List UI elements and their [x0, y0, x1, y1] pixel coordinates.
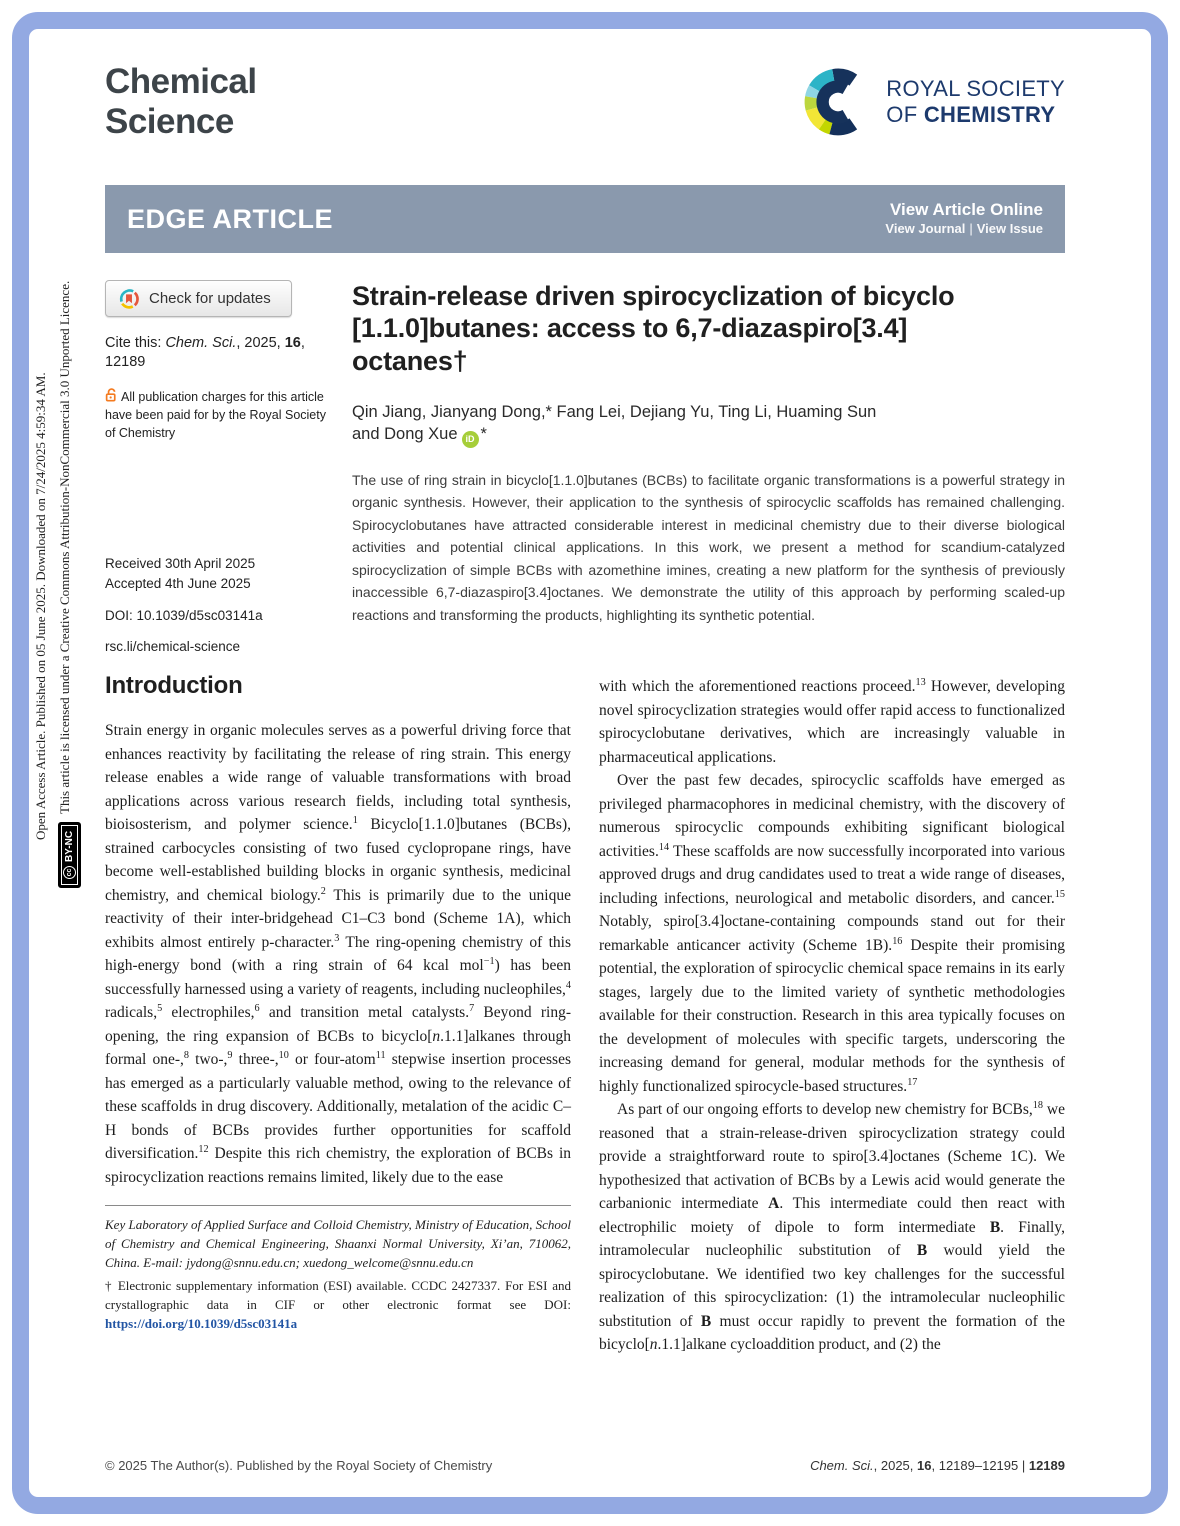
meta-column — [105, 280, 352, 654]
received-accepted-block — [105, 554, 334, 593]
rsc-logo — [802, 66, 1065, 138]
authors-line1: Qin Jiang, Jianyang Dong,* Fang Lei, Dejiang Yu, Ting Li, Huaming Sun — [352, 403, 877, 422]
introduction-heading: Introduction — [105, 672, 243, 699]
rsc-c-icon — [802, 66, 874, 138]
accepted-date: Accepted 4th June 2025 — [105, 575, 251, 591]
corresponding-author-mark: * — [480, 424, 487, 443]
footnote-block — [105, 1205, 571, 1333]
journal-name: Chemical Science — [105, 62, 257, 141]
cc-icon: cc — [63, 866, 76, 879]
page-header — [105, 62, 1065, 141]
cc-by-nc-badge[interactable] — [58, 822, 81, 888]
body-paragraph: Strain energy in organic molecules serves as a powerful driving force that enhances reactivity by facilitating the release of ring strain. This energy release enables a wide range of valuable transformations with broad applications across various research fields, including total synthesis, bioisosterism, and polymer science.$^1$ Bicyclo[1.1.0]butanes (BCBs), strained carbocycles consisting of two fused cyclopropane rings, have become well-established building blocks in organic synthesis, medicinal chemistry, and chemical biology.$^2$ This is primarily due to the unique reactivity of their inter-bridgehead C1–C3 bond (Scheme 1A), which exhibits almost entirely p-character.$^3$ The ring-opening chemistry of this high-energy bond (with a ring strain of 64 kcal mol$^{-1}$) has been successfully harnessed using a variety of reagents, including nucleophiles,$^4$ radicals,$^5$ electrophiles,$^6$ and transition metal catalysts.$^7$ Beyond ring-opening, the ring expansion of BCBs to bicyclo[n.1.1]alkanes through formal one-,$^8$ two-,$^9$ three-,$^{10}$ or four-atom$^{11}$ stepwise insertion processes has emerged as a particularly valuable method, owing to the relevance of these scaffolds in drug discovery. Additionally, metalation of the acidic C–H bonds of BCBs provides further opportunities for scaffold diversification.$^{12}$ Despite this rich chemistry, the exploration of BCBs in spirocyclization reactions remains limited, likely due to the ease — [105, 722, 572, 1186]
cc-badge-label: BY-NC — [64, 830, 75, 862]
article-type-banner — [105, 185, 1065, 253]
received-date: Received 30th April 2025 — [105, 556, 256, 572]
view-issue-link[interactable]: View Issue — [976, 221, 1043, 236]
authors-line — [352, 402, 1065, 448]
body-paragraph: Over the past few decades, spirocyclic scaffolds have emerged as privileged pharmacophores in medicinal chemistry, with the discovery of numerous spirocyclic compounds exhibiting significant biological activities.$^{14}$ These scaffolds are now successfully incorporated into various approved drugs and drug candidates used to treat a wide range of diseases, including infections, neurological and metabolic disorders, and cancer.$^{15}$ Notably, spiro[3.4]octane-containing compounds stand out for their remarkable anticancer activity (Scheme 1B).$^{16}$ Despite their promising potential, the exploration of spirocyclic chemical space remains in its early stages, largely due to the limited variety of synthetic methodologies available for their construction. Research in this area typically focuses on the development of molecules with specific targets, underscoring the increasing demand for general, modular methods for the synthesis of highly functionalized spirocycle-based structures.$^{17}$ — [599, 772, 1065, 1095]
journal-url[interactable]: rsc.li/chemical-science — [105, 639, 241, 655]
rsc-text-line2: OF CHEMISTRY — [886, 102, 1056, 127]
article-title: Strain-release driven spirocyclization of bicyclo [1.1.0]butanes: access to 6,7-diazaspiro[3.4] octanes† — [352, 281, 955, 376]
article-type-label: EDGE ARTICLE — [127, 203, 334, 234]
abstract-text: The use of ring strain in bicyclo[1.1.0]butanes (BCBs) to facilitate organic transformations is a powerful strategy in organic synthesis. However, their application to the synthesis of spirocyclic scaffolds has remained challenging. Spirocyclobutanes have attracted considerable interest in medicinal chemistry due to their diverse biological activities and potential clinical applications. In this work, we present a method for scandium-catalyzed spirocyclization of simple BCBs with azomethine imines, creating a new platform for the synthesis of previously inaccessible 6,7-diazaspiro[3.4]octanes. We demonstrate the utility of this approach by performing scaled-up reactions and transforming the products, highlighting its synthetic potential. — [352, 471, 1065, 623]
rsc-logo-text — [886, 76, 1065, 129]
authors-line2-prefix: and Dong Xue — [352, 424, 458, 443]
rsc-text-line1: ROYAL SOCIETY — [886, 75, 1065, 101]
check-for-updates-button[interactable] — [105, 280, 292, 317]
view-article-online-block — [885, 200, 1043, 238]
sidebar-licence-note: This article is licensed under a Creative Commons Attribution-NonCommercial 3.0 Unported Licence. — [57, 280, 72, 814]
open-access-lock-icon — [105, 387, 118, 404]
article-body — [105, 672, 1065, 1357]
cite-this-line: Cite this: Chem. Sci., 2025, 16, 12189 — [105, 335, 305, 370]
open-access-note-text: All publication charges for this article have been paid for by the Royal Society of Chemistry — [105, 389, 326, 440]
sidebar-open-access-note: Open Access Article. Published on 05 June 2025. Downloaded on 7/24/2025 4:59:34 AM. — [33, 372, 48, 840]
body-paragraph: with which the aforementioned reactions proceed.$^{13}$ However, developing novel spirocyclization strategies would offer rapid access to functionalized spirocyclobutane derivatives, which are increasingly valuable in pharmaceutical applications. — [599, 676, 1065, 766]
body-paragraph: As part of our ongoing efforts to develop new chemistry for BCBs,$^{18}$ we reasoned that a strain-release-driven spirocyclization strategy could provide a straightforward route to spiro[3.4]octanes (Scheme 1C). We hypothesized that activation of BCBs by a Lewis acid would generate the carbanionic intermediate A. This intermediate could then react with electrophilic moiety of dipole to form intermediate B. Finally, intramolecular nucleophilic substitution of B would yield the spirocyclobutane. We identified two key challenges for the successful realization of this spirocyclization: (1) the intramolecular nucleophilic substitution of B must occur rapidly to prevent the formation of the bicyclo[n.1.1]alkane cycloaddition product, and (2) the — [599, 1099, 1065, 1353]
copyright-text: © 2025 The Author(s). Published by the Royal Society of Chemistry — [105, 1458, 493, 1473]
doi-line: DOI: 10.1039/d5sc03141a — [105, 608, 263, 624]
view-journal-link[interactable]: View Journal — [885, 221, 966, 236]
crossmark-icon — [118, 288, 140, 310]
view-article-online-link[interactable]: View Article Online — [889, 200, 1043, 219]
open-access-note — [105, 387, 334, 442]
page-footer — [105, 1458, 1065, 1473]
right-column — [599, 672, 1065, 1357]
article-head — [105, 280, 1065, 654]
link-divider: | — [969, 221, 973, 236]
esi-doi-link: https://doi.org/10.1039/d5sc03141a — [105, 1316, 298, 1331]
footer-citation: Chem. Sci., 2025, 16, 12189–12195 | 12189 — [810, 1458, 1065, 1473]
affiliation-footnote: Key Laboratory of Applied Surface and Colloid Chemistry, Ministry of Education, School of Chemistry and Chemical Engineering, Shaanxi Normal University, Xi’an, 710062, China. E-mail: jydong@snnu.edu.cn; xuedong_welcome@snnu.edu.cn — [105, 1217, 571, 1270]
check-for-updates-label: Check for updates — [149, 290, 271, 307]
orcid-icon[interactable]: iD — [462, 431, 479, 448]
title-column — [352, 280, 1065, 654]
left-column — [105, 672, 571, 1357]
esi-footnote[interactable]: † Electronic supplementary information (ESI) available. CCDC 2427337. For ESI and crystallographic data in CIF or other electronic format see DOI: https://doi.org/10.1039/d5sc03141a — [105, 1278, 571, 1331]
